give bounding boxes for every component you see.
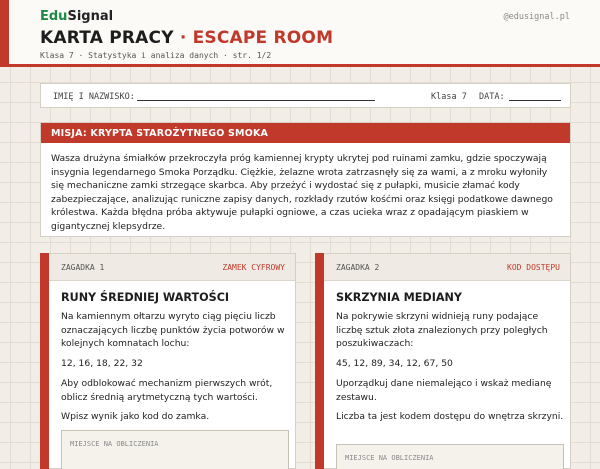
title-accent: ESCAPE ROOM [192,28,334,48]
mission-box [40,122,571,237]
card-task: Aby odblokować mechanizm pierwszych wrót, oblicz średnią arytmetyczną tych wartości. [61,378,273,403]
calculation-label: MIEJSCE NA OBLICZENIA [70,440,159,448]
card-accent-bar [315,253,324,469]
card-data: 45, 12, 89, 34, 12, 67, 50 [336,357,453,369]
card-task: Uporządkuj dane niemalejąco i wskaż medianę zestawu. [336,378,552,403]
calculation-label: MIEJSCE NA OBLICZENIA [345,454,434,462]
card-type: ZAMEK CYFROWY [222,263,285,272]
card-number: ZAGADKA 1 [61,263,105,272]
card-data: 12, 16, 18, 22, 32 [61,357,143,369]
card-accent-bar [40,253,49,469]
brand-edu: Edu [40,9,68,24]
page-subtitle: Klasa 7 · Statystyka i analiza danych · str. 1/2 [40,51,272,60]
card-header [324,254,570,281]
name-field[interactable] [137,100,375,101]
card-intro: Na pokrywie skrzyni widnieją runy podające liczbę sztuk złota znalezionych przy poległych poszukiwaczach: [336,311,548,349]
title-main: KARTA PRACY [40,28,174,48]
card-instruction: Wpisz wynik jako kod do zamka. [61,411,210,422]
card-title: RUNY ŚREDNIEJ WARTOŚCI [61,291,230,304]
header-accent-bar [0,0,9,67]
puzzle-card-2 [315,253,571,469]
card-type: KOD DOSTĘPU [507,263,560,272]
card-number: ZAGADKA 2 [336,263,380,272]
card-header [49,254,295,281]
brand-signal: Signal [67,9,114,24]
student-info-bar [40,83,571,108]
name-label: IMIĘ I NAZWISKO: [53,92,135,102]
calculation-area[interactable] [336,444,564,469]
brand-handle: @edusignal.pl [503,12,570,22]
date-label: DATA: [479,92,505,102]
calculation-area[interactable] [61,430,289,469]
date-field[interactable] [509,100,561,101]
card-intro: Na kamiennym ołtarzu wyryto ciąg pięciu liczb oznaczających liczbę punktów życia potworów w kolejnych komnatach lochu: [61,311,285,349]
worksheet-header [0,0,600,67]
mission-header: MISJA: KRYPTA STAROŻYTNEGO SMOKA [41,123,570,143]
title-separator: · [173,28,193,48]
card-body [61,291,289,430]
brand-logo [40,9,113,24]
header-rule [0,64,600,67]
mission-text: Wasza drużyna śmiałków przekroczyła próg kamiennej krypty ukrytej pod ruinami zamku, gdzie spoczywają insygnia legendarnego Smoka Porządku. Ciężkie, żelazne wrota zatrzasnęły się za wami, a z mroku wyłoniły się mechaniczne zamki strzegące skarbca. Aby przeżyć i wydostać się z pułapki, musicie złamać kody zabezpieczające, analizując runiczne zapisy danych, rozkłady rzutów kośćmi oraz księgi podatkowe dawnego królestwa. Każda błędna próba aktywuje pułapki ogniowe, a czas ucieka wraz z opadającym piaskiem w gigantycznej klepsydrze. [51,153,553,232]
card-instruction: Liczba ta jest kodem dostępu do wnętrza skrzyni. [336,411,564,422]
card-title: SKRZYNIA MEDIANY [336,291,462,304]
page-title [40,28,333,48]
class-label: Klasa 7 [431,92,467,102]
puzzle-card-1 [40,253,296,469]
card-body [336,291,564,430]
